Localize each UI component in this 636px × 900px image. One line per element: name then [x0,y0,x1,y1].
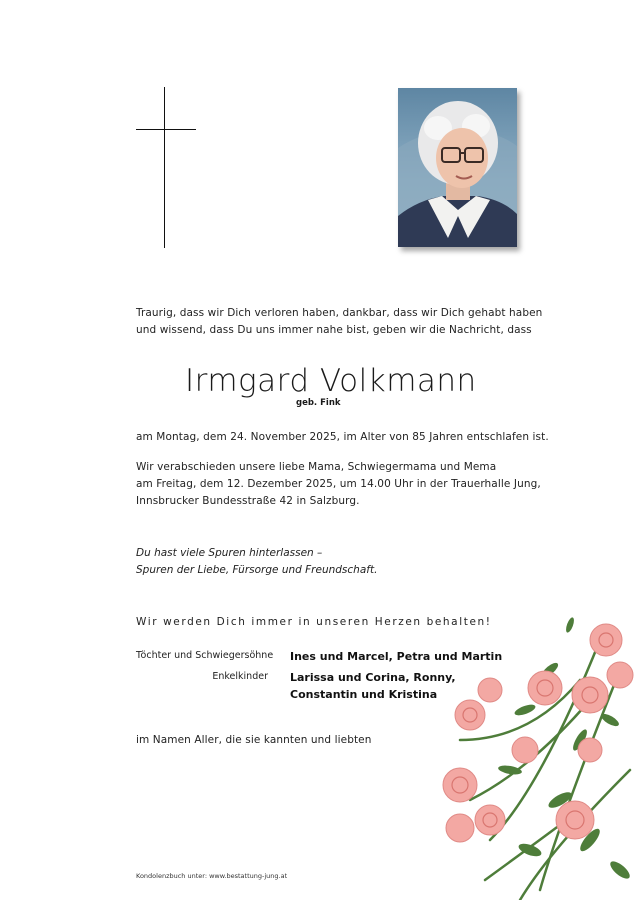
farewell-line-2: am Freitag, dem 12. Dezember 2025, um 14.00 Uhr in der Trauerhalle Jung, [136,478,541,490]
portrait-photo [398,88,517,247]
death-notice: am Montag, dem 24. November 2025, im Alter von 85 Jahren entschlafen ist. [136,431,549,443]
farewell-line-3: Innsbrucker Bundesstraße 42 in Salzburg. [136,495,360,507]
roses-decoration [430,600,636,900]
quote-line-2: Spuren der Liebe, Fürsorge und Freundschaft. [136,564,378,576]
heart-line: Wir werden Dich immer in unseren Herzen behalten! [136,616,492,628]
cross-horizontal-bar [136,129,196,130]
cross-vertical-bar [164,87,165,248]
quote-line-1: Du hast viele Spuren hinterlassen – [136,547,323,559]
mourner-names-grandchildren-1: Larissa und Corina, Ronny, [290,671,456,684]
closing-line: im Namen Aller, die sie kannten und liebten [136,734,372,746]
intro-line-2: und wissend, dass Du uns immer nahe bist, geben wir die Nachricht, dass [136,324,532,336]
mourner-names-daughters: Ines und Marcel, Petra und Martin [290,650,503,663]
mourner-names-grandchildren-2: Constantin und Kristina [290,688,438,701]
mourner-role-daughters: Töchter und Schwiegersöhne [136,650,274,661]
portrait-illustration [398,88,517,247]
farewell-line-1: Wir verabschieden unsere liebe Mama, Schwiegermama und Mema [136,461,497,473]
intro-line-1: Traurig, dass wir Dich verloren haben, dankbar, dass wir Dich gehabt haben [136,307,543,319]
footer-condolence-url: Kondolenzbuch unter: www.bestattung-jung.at [136,872,288,880]
deceased-name: Irmgard Volkmann [185,363,477,399]
mourner-role-grandchildren: Enkelkinder [212,671,268,682]
maiden-name: geb. Fink [296,398,341,408]
